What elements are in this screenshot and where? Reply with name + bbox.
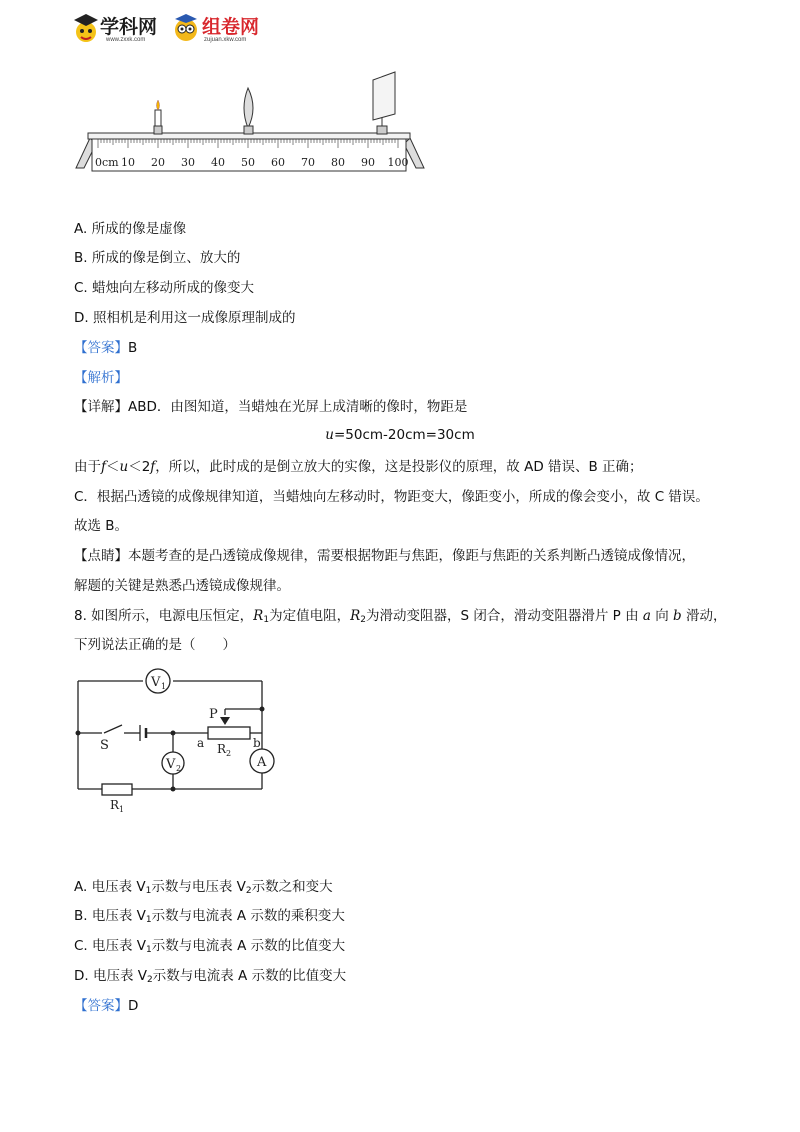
q8-option-d bbox=[74, 966, 346, 990]
screen-icon bbox=[373, 72, 395, 134]
terminal-b-label: b bbox=[253, 736, 261, 750]
var-f: f bbox=[101, 459, 106, 475]
q7-comment-2: 解题的关键是熟悉凸透镜成像规律。 bbox=[74, 578, 290, 594]
q7-option-d: D. 照相机是利用这一成像原理制成的 bbox=[74, 310, 296, 326]
zujuan-logo-icon bbox=[172, 12, 200, 44]
q7-comment bbox=[74, 546, 695, 566]
ruler-label: 50 bbox=[241, 156, 255, 169]
q7-detail bbox=[74, 397, 467, 417]
ruler-label: 20 bbox=[151, 156, 165, 169]
circuit-diagram bbox=[70, 665, 280, 815]
logo-zujuan-url: zujuan.xkw.com bbox=[204, 37, 247, 43]
q7-option-c: C. 蜡烛向左移动所成的像变大 bbox=[74, 280, 255, 296]
switch-label: S bbox=[100, 738, 109, 753]
q8-stem-2: 下列说法正确的是（ ） bbox=[74, 637, 236, 653]
stem-part-2: 为定值电阻， bbox=[269, 608, 351, 624]
v1-sub: 1 bbox=[161, 682, 167, 691]
v2-label: V bbox=[166, 757, 176, 772]
q8-answer bbox=[74, 996, 138, 1016]
answer-label: 【答案】 bbox=[74, 340, 128, 356]
q7-option-b: B. 所成的像是倒立、放大的 bbox=[74, 250, 241, 266]
opt-d-pre: D. 电压表 V bbox=[74, 968, 148, 984]
xueke-logo-icon bbox=[72, 12, 100, 44]
q7-option-a: A. 所成的像是虚像 bbox=[74, 221, 187, 237]
ruler-label: 100 bbox=[387, 156, 409, 169]
comment-text-1: 本题考查的是凸透镜成像规律，需要根据物距与焦距，像距与焦距的关系判断凸透镜成像情况， bbox=[128, 548, 695, 564]
q8-option-b bbox=[74, 906, 345, 930]
q8-answer-label: 【答案】 bbox=[74, 998, 128, 1014]
r1-sub: 1 bbox=[119, 805, 125, 814]
logo-xueke-url: www.zxxk.com bbox=[106, 37, 146, 43]
stem-part-4: 向 bbox=[650, 608, 674, 624]
r1-label: R bbox=[110, 798, 120, 812]
ruler-label: 0cm bbox=[95, 156, 119, 169]
formula-var: u bbox=[325, 427, 334, 443]
opt-d-sub1: 2 bbox=[147, 975, 153, 985]
detail-text: ABD．由图知道，当蜡烛在光屏上成清晰的像时，物距是 bbox=[128, 399, 468, 415]
opt-c-pre: C. 电压表 V bbox=[74, 938, 147, 954]
opt-c-mid: 示数与电流表 A 示数的比值变大 bbox=[151, 938, 346, 954]
r2-label: R bbox=[217, 742, 227, 756]
q7-reason-line bbox=[74, 457, 643, 477]
r2-sub: 2 bbox=[226, 749, 232, 758]
slider-arrow-icon bbox=[220, 717, 230, 725]
r2-resistor bbox=[208, 727, 250, 739]
opt-b-sub1: 1 bbox=[145, 915, 152, 925]
opt-b-mid: 示数与电流表 A 示数的乘积变大 bbox=[151, 908, 345, 924]
formula-rest: =50cm-20cm=30cm bbox=[333, 427, 475, 443]
q8-answer-value: D bbox=[128, 998, 139, 1014]
lt-sign: ＜ bbox=[106, 459, 120, 475]
reason-rest: ，所以，此时成的是倒立放大的实像，这是投影仪的原理，故 AD 错误、B 正确； bbox=[155, 459, 643, 475]
ruler-label: 30 bbox=[181, 156, 195, 169]
lt-2: ＜2 bbox=[128, 459, 151, 475]
q7-line-c: C．根据凸透镜的成像规律知道，当蜡烛向左移动时，物距变大，像距变小，所成的像会变小，故 C 错误。 bbox=[74, 489, 709, 505]
q7-formula bbox=[0, 427, 800, 443]
opt-a-sub2: 2 bbox=[245, 886, 252, 896]
ruler-label: 90 bbox=[361, 156, 375, 169]
optical-bench-figure bbox=[70, 70, 430, 175]
opt-b-pre: B. 电压表 V bbox=[74, 908, 146, 924]
detail-label: 【详解】 bbox=[74, 399, 128, 415]
opt-a-sub1: 1 bbox=[145, 886, 152, 896]
opt-d-mid: 示数与电流表 A 示数的比值变大 bbox=[152, 968, 347, 984]
ruler-label: 40 bbox=[211, 156, 225, 169]
q7-answer bbox=[74, 338, 137, 358]
stem-b: b bbox=[673, 608, 682, 624]
stem-r1: R bbox=[253, 608, 264, 624]
logo-zujuan-text: 组卷网 bbox=[202, 16, 260, 38]
stem-r2: R bbox=[350, 608, 361, 624]
comment-label: 【点睛】 bbox=[74, 548, 128, 564]
slider-label: P bbox=[209, 707, 218, 722]
lens-icon bbox=[244, 88, 253, 134]
stem-r2-sub: 2 bbox=[360, 615, 366, 625]
answer-value: B bbox=[128, 340, 138, 356]
q7-conclude: 故选 B。 bbox=[74, 518, 129, 534]
q7-analysis-heading bbox=[74, 368, 128, 388]
candle-icon bbox=[154, 100, 162, 134]
opt-c-sub1: 1 bbox=[146, 945, 152, 955]
q8-option-a bbox=[74, 877, 333, 901]
ruler-label: 70 bbox=[301, 156, 315, 169]
var-u: u bbox=[119, 459, 129, 475]
q8-option-c bbox=[74, 936, 345, 960]
v1-label: V bbox=[151, 675, 161, 690]
v2-sub: 2 bbox=[176, 764, 182, 773]
terminal-a-label: a bbox=[197, 736, 205, 750]
analysis-label: 【解析】 bbox=[74, 370, 128, 386]
stem-part-5: 滑动， bbox=[681, 608, 727, 624]
stem-part-3: 为滑动变阻器，S 闭合，滑动变阻器滑片 P 由 bbox=[365, 608, 643, 624]
ruler-label: 80 bbox=[331, 156, 345, 169]
stem-part-1: 8. 如图所示，电源电压恒定， bbox=[74, 608, 254, 624]
stem-a: a bbox=[642, 608, 651, 624]
opt-a-mid: 示数与电压表 V bbox=[151, 879, 246, 895]
stem-r1-sub: 1 bbox=[263, 615, 270, 625]
logo-xueke-text: 学科网 bbox=[100, 16, 158, 38]
r1-resistor bbox=[102, 784, 132, 795]
reason-prefix: 由于 bbox=[74, 459, 101, 475]
ruler-label: 60 bbox=[271, 156, 285, 169]
ammeter-label: A bbox=[257, 755, 267, 770]
opt-a-pre: A. 电压表 V bbox=[74, 879, 146, 895]
q8-stem-1 bbox=[74, 606, 726, 630]
ruler-label: 10 bbox=[121, 156, 135, 169]
var-f2: f bbox=[150, 459, 156, 475]
opt-a-post: 示数之和变大 bbox=[251, 879, 333, 895]
